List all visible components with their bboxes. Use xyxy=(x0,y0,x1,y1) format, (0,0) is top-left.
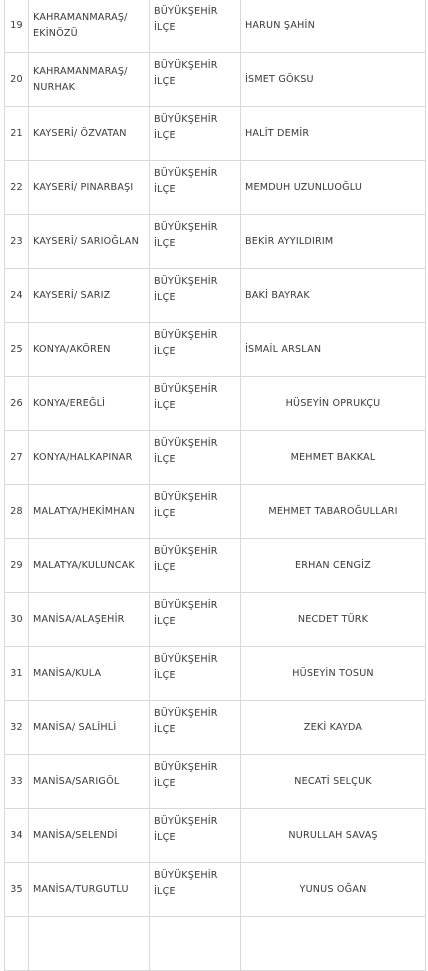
district-name: KAYSERİ/ ÖZVATAN xyxy=(33,127,127,139)
district-name: KAYSERİ/ PINARBAŞI xyxy=(33,181,134,193)
municipality-type-line1: BÜYÜKŞEHİR xyxy=(154,600,218,611)
candidate-name: BAKİ BAYRAK xyxy=(241,269,426,323)
district-name: KAYSERİ/ SARIOĞLAN xyxy=(33,235,139,247)
municipality-type-line2: İLÇE xyxy=(154,76,176,87)
municipality-type-line1: BÜYÜKŞEHİR xyxy=(154,870,218,881)
candidate-name: MEHMET BAKKAL xyxy=(241,431,426,485)
district-cell xyxy=(29,755,150,809)
district-name: MANİSA/ SALİHLİ xyxy=(33,721,117,733)
district-name: MALATYA/HEKİMHAN xyxy=(33,505,135,517)
district-name: KAHRAMANMARAŞ/ EKİNÖZÜ xyxy=(33,11,128,39)
candidate-name: MEHMET TABAROĞULLARI xyxy=(241,485,426,539)
municipality-type-cell xyxy=(150,485,241,539)
municipality-type-cell xyxy=(150,323,241,377)
municipality-type-cell xyxy=(150,107,241,161)
municipality-type-cell xyxy=(150,53,241,107)
municipality-type-cell xyxy=(150,377,241,431)
municipality-type-line2: İLÇE xyxy=(154,346,176,357)
municipality-type-cell xyxy=(150,431,241,485)
district-name: MANİSA/KULA xyxy=(33,667,102,679)
municipality-type-line1: BÜYÜKŞEHİR xyxy=(154,762,218,773)
municipality-type-line2: İLÇE xyxy=(154,508,176,519)
table-row xyxy=(5,215,426,269)
municipality-type-line1: BÜYÜKŞEHİR xyxy=(154,114,218,125)
row-number: 33 xyxy=(5,755,29,809)
municipality-type-line2: İLÇE xyxy=(154,724,176,735)
district-name: KONYA/EREĞLİ xyxy=(33,397,106,409)
district-name: MANİSA/SARIGÖL xyxy=(33,775,120,787)
municipality-type-line1: BÜYÜKŞEHİR xyxy=(154,492,218,503)
municipality-type-cell xyxy=(150,539,241,593)
district-name: KONYA/AKÖREN xyxy=(33,343,111,355)
row-number: 27 xyxy=(5,431,29,485)
municipality-type-line1: BÜYÜKŞEHİR xyxy=(154,438,218,449)
row-number: 23 xyxy=(5,215,29,269)
candidate-name: NURULLAH SAVAŞ xyxy=(241,809,426,863)
municipality-type-cell xyxy=(150,647,241,701)
district-cell xyxy=(29,377,150,431)
municipality-type-line1: BÜYÜKŞEHİR xyxy=(154,654,218,665)
municipality-type-line2: İLÇE xyxy=(154,778,176,789)
municipality-type-line2: İLÇE xyxy=(154,238,176,249)
candidate-name: İSMET GÖKSU xyxy=(241,53,426,107)
district-cell xyxy=(29,485,150,539)
table-row xyxy=(5,593,426,647)
municipality-type-line1: BÜYÜKŞEHİR xyxy=(154,168,218,179)
row-number: 20 xyxy=(5,53,29,107)
table-row xyxy=(5,755,426,809)
municipality-type-line2: İLÇE xyxy=(154,184,176,195)
district-cell xyxy=(29,323,150,377)
table-row xyxy=(5,269,426,323)
table-row xyxy=(5,0,426,53)
district-cell xyxy=(29,647,150,701)
district-name: KAHRAMANMARAŞ/ NURHAK xyxy=(33,65,128,93)
candidate-name: MEMDUH UZUNLUOĞLU xyxy=(241,161,426,215)
municipality-type-cell xyxy=(150,593,241,647)
municipality-type-cell xyxy=(150,755,241,809)
candidate-name: ZEKİ KAYDA xyxy=(241,701,426,755)
candidate-name: NECATİ SELÇUK xyxy=(241,755,426,809)
municipality-type-line1: BÜYÜKŞEHİR xyxy=(154,708,218,719)
district-name: MALATYA/KULUNCAK xyxy=(33,559,135,571)
municipality-type-line1: BÜYÜKŞEHİR xyxy=(154,816,218,827)
row-number: 26 xyxy=(5,377,29,431)
candidate-name: HÜSEYİN OPRUKÇU xyxy=(241,377,426,431)
row-number: 30 xyxy=(5,593,29,647)
row-number: 35 xyxy=(5,863,29,917)
municipality-type-cell xyxy=(150,809,241,863)
row-number: 25 xyxy=(5,323,29,377)
district-cell xyxy=(29,269,150,323)
candidates-table-body xyxy=(5,0,426,971)
candidate-name: YUNUS OĞAN xyxy=(241,863,426,917)
row-number: 31 xyxy=(5,647,29,701)
municipality-type-cell xyxy=(150,269,241,323)
candidate-name: HARUN ŞAHİN xyxy=(241,0,426,53)
district-cell xyxy=(29,107,150,161)
row-number: 34 xyxy=(5,809,29,863)
table-row xyxy=(5,539,426,593)
municipality-type-line2: İLÇE xyxy=(154,22,176,33)
municipality-type-line2: İLÇE xyxy=(154,400,176,411)
candidate-name: HALİT DEMİR xyxy=(241,107,426,161)
candidate-name xyxy=(241,917,426,971)
municipality-type-line1: BÜYÜKŞEHİR xyxy=(154,60,218,71)
district-name: MANİSA/TURGUTLU xyxy=(33,883,129,895)
candidate-name: HÜSEYİN TOSUN xyxy=(241,647,426,701)
municipality-type-cell xyxy=(150,0,241,53)
municipality-type-line2: İLÇE xyxy=(154,130,176,141)
municipality-type-cell xyxy=(150,917,241,971)
district-cell xyxy=(29,215,150,269)
district-name: KONYA/HALKAPINAR xyxy=(33,451,133,463)
district-cell xyxy=(29,809,150,863)
municipality-type-line2: İLÇE xyxy=(154,670,176,681)
table-row xyxy=(5,323,426,377)
table-row xyxy=(5,863,426,917)
table-row xyxy=(5,809,426,863)
candidate-name: ERHAN CENGİZ xyxy=(241,539,426,593)
municipality-type-cell xyxy=(150,161,241,215)
row-number: 24 xyxy=(5,269,29,323)
table-row xyxy=(5,107,426,161)
district-cell xyxy=(29,593,150,647)
table-row xyxy=(5,701,426,755)
table-row xyxy=(5,377,426,431)
municipality-type-line2: İLÇE xyxy=(154,292,176,303)
district-cell xyxy=(29,53,150,107)
district-cell xyxy=(29,701,150,755)
row-number: 22 xyxy=(5,161,29,215)
row-number: 28 xyxy=(5,485,29,539)
municipality-type-line2: İLÇE xyxy=(154,562,176,573)
municipality-type-line2: İLÇE xyxy=(154,886,176,897)
district-cell xyxy=(29,863,150,917)
municipality-type-line1: BÜYÜKŞEHİR xyxy=(154,384,218,395)
row-number: 19 xyxy=(5,0,29,53)
district-cell xyxy=(29,539,150,593)
table-row xyxy=(5,431,426,485)
candidates-table xyxy=(4,0,426,971)
candidate-name: İSMAİL ARSLAN xyxy=(241,323,426,377)
municipality-type-line1: BÜYÜKŞEHİR xyxy=(154,330,218,341)
municipality-type-line1: BÜYÜKŞEHİR xyxy=(154,222,218,233)
municipality-type-line2: İLÇE xyxy=(154,616,176,627)
row-number xyxy=(5,917,29,971)
municipality-type-line2: İLÇE xyxy=(154,832,176,843)
municipality-type-cell xyxy=(150,215,241,269)
district-name: MANİSA/SELENDİ xyxy=(33,829,118,841)
row-number: 21 xyxy=(5,107,29,161)
municipality-type-cell xyxy=(150,863,241,917)
table-row xyxy=(5,53,426,107)
municipality-type-line1: BÜYÜKŞEHİR xyxy=(154,6,218,17)
municipality-type-line2: İLÇE xyxy=(154,454,176,465)
candidate-name: BEKİR AYYILDIRIM xyxy=(241,215,426,269)
district-cell xyxy=(29,0,150,53)
candidate-name: NECDET TÜRK xyxy=(241,593,426,647)
table-row xyxy=(5,647,426,701)
municipality-type-cell xyxy=(150,701,241,755)
district-cell xyxy=(29,431,150,485)
district-name: KAYSERİ/ SARIZ xyxy=(33,289,111,301)
table-row xyxy=(5,161,426,215)
row-number: 29 xyxy=(5,539,29,593)
table-row xyxy=(5,917,426,971)
municipality-type-line1: BÜYÜKŞEHİR xyxy=(154,546,218,557)
district-name: MANİSA/ALAŞEHİR xyxy=(33,613,125,625)
district-cell xyxy=(29,161,150,215)
municipality-type-line1: BÜYÜKŞEHİR xyxy=(154,276,218,287)
district-cell xyxy=(29,917,150,971)
row-number: 32 xyxy=(5,701,29,755)
table-row xyxy=(5,485,426,539)
